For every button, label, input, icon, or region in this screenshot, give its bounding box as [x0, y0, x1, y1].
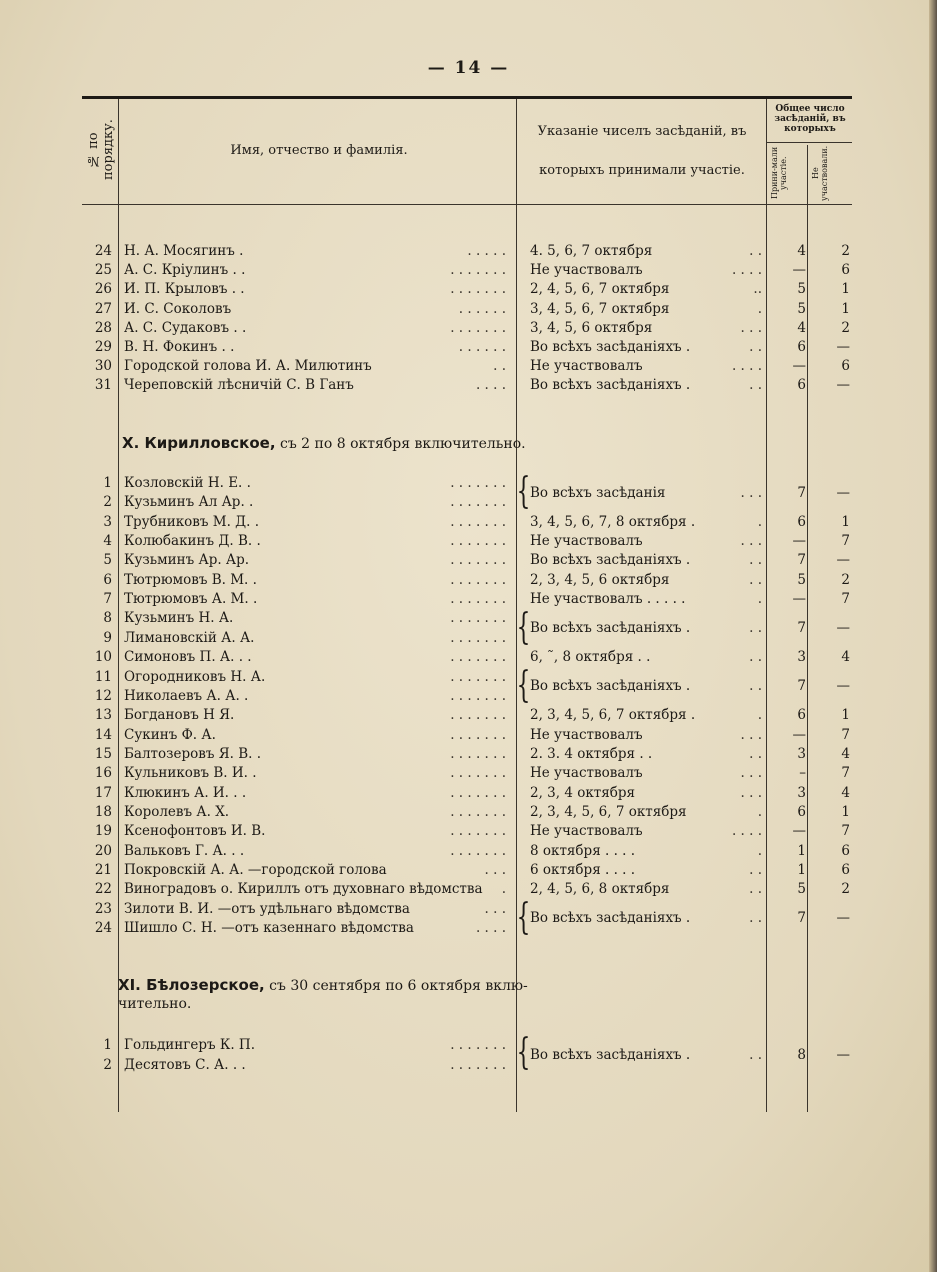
row-took-part: 6 — [797, 513, 806, 530]
row-dates: Во всѣхъ засѣданіяхъ . — [530, 620, 691, 637]
row-number: 4 — [103, 533, 112, 550]
row-dates-leader-dots: . . . — [740, 784, 762, 801]
row-not-took: 6 — [841, 862, 850, 878]
row-name: Городской голова И. А. Милютинъ — [124, 358, 372, 375]
row-dates: Не участвовалъ — [530, 533, 643, 550]
row-dates: 2. 3. 4 октября . . — [530, 745, 653, 762]
row-took-part: 8 — [797, 1046, 806, 1063]
row-not-took: — — [836, 910, 850, 927]
row-took-part: — — [792, 726, 806, 743]
row-dates: Во всѣхъ засѣданіяхъ . — [530, 552, 691, 569]
row-leader-dots: . . . . . . . — [450, 784, 506, 801]
row-not-took: 2 — [841, 881, 850, 898]
row-number: 27 — [94, 300, 112, 317]
row-dates-leader-dots: . . . — [740, 726, 762, 743]
row-not-took: 4 — [841, 784, 850, 801]
row-leader-dots: . . . . . . . — [450, 591, 506, 608]
row-took-part: 4 — [797, 243, 806, 259]
row-name: И. П. Крыловъ . . — [124, 281, 245, 298]
row-dates-leader-dots: . . — [749, 243, 762, 259]
row-dates: Во всѣхъ засѣданіяхъ . — [530, 910, 691, 927]
row-took-part: 3 — [797, 784, 806, 801]
row-took-part: — — [792, 358, 806, 375]
row-dates: Во всѣхъ засѣданія — [530, 484, 666, 501]
section-xi-dates: съ 30 сентября по 6 октября вклю- — [264, 978, 528, 994]
row-leader-dots: . . . . . . . — [450, 649, 506, 666]
row-name: Сукинъ Ф. А. — [124, 726, 216, 743]
row-number: 26 — [94, 281, 112, 298]
row-took-part: – — [799, 765, 806, 782]
row-number: 28 — [94, 319, 112, 336]
row-name: Колюбакинъ Д. В. . — [124, 533, 261, 550]
row-number: 20 — [94, 842, 112, 859]
row-took-part: 1 — [797, 862, 806, 878]
row-leader-dots: . . . . . . . — [450, 1037, 506, 1053]
row-leader-dots: . . . . . . . — [450, 319, 506, 336]
row-not-took: 4 — [841, 745, 850, 762]
header-total: Общее число засѣданій, въ которыхъ — [774, 104, 846, 134]
row-name: Гольдингеръ К. П. — [124, 1037, 255, 1053]
row-not-took: 7 — [841, 726, 850, 743]
row-name: Кузьминъ Ар. Ар. — [124, 552, 250, 569]
row-took-part: 7 — [797, 678, 806, 695]
row-took-part: 4 — [797, 319, 806, 336]
row-took-part: 6 — [797, 377, 806, 394]
row-dates-leader-dots: . — [757, 707, 762, 724]
row-leader-dots: . . . . . — [467, 243, 506, 259]
row-number: 14 — [94, 726, 112, 743]
row-not-took: 4 — [841, 649, 850, 666]
row-took-part: — — [792, 533, 806, 550]
row-dates: Не участвовалъ — [530, 358, 643, 375]
row-dates: 6, ˜, 8 октября . . — [530, 649, 651, 666]
row-dates-leader-dots: . — [757, 842, 762, 859]
row-dates-leader-dots: . . — [749, 571, 762, 588]
row-not-took: 1 — [841, 707, 850, 724]
row-number: 19 — [94, 823, 112, 840]
row-number: 22 — [94, 881, 112, 898]
row-leader-dots: . . . . . . . — [450, 842, 506, 859]
row-dates: 2, 4, 5, 6, 7 октября — [530, 281, 670, 298]
row-dates: 2, 3, 4 октября — [530, 784, 636, 801]
row-leader-dots: . . . — [484, 900, 506, 917]
row-number: 21 — [94, 862, 112, 878]
row-not-took: — — [836, 377, 850, 394]
row-dates-leader-dots: . . . — [740, 484, 762, 501]
row-dates-leader-dots: . . — [749, 862, 762, 878]
page-number: — 14 — — [427, 58, 510, 78]
row-dates-leader-dots: . . — [749, 620, 762, 637]
row-dates: Не участвовалъ — [530, 765, 643, 782]
row-not-took: — — [836, 552, 850, 569]
row-dates: Во всѣхъ засѣданіяхъ . — [530, 678, 691, 695]
row-number: 18 — [94, 803, 112, 820]
row-leader-dots: . . . . . . . — [450, 629, 506, 646]
row-leader-dots: . . . . . . . — [450, 726, 506, 743]
row-dates-leader-dots: . . . — [740, 319, 762, 336]
row-not-took: 7 — [841, 591, 850, 608]
row-number: 16 — [94, 765, 112, 782]
row-leader-dots: . . . . . . . — [450, 687, 506, 704]
row-not-took: — — [836, 484, 850, 501]
row-took-part: 6 — [797, 339, 806, 355]
row-leader-dots: . . . . . . . — [450, 281, 506, 298]
section-x-title: X. Кирилловское, — [122, 434, 276, 452]
header-not-took: Не участвовали. — [811, 145, 829, 201]
row-name: В. Н. Фокинъ . . — [124, 339, 235, 355]
row-took-part: 5 — [797, 281, 806, 298]
row-took-part: 5 — [797, 571, 806, 588]
row-name: Кульниковъ В. И. . — [124, 765, 257, 782]
row-name: Ксенофонтовъ И. В. — [124, 823, 266, 840]
row-leader-dots: . . . . — [475, 377, 506, 394]
row-leader-dots: . . . . — [475, 920, 506, 937]
row-number: 23 — [94, 900, 112, 917]
row-dates-leader-dots: . . . — [740, 533, 762, 550]
row-dates-leader-dots: . — [757, 803, 762, 820]
row-leader-dots: . . . . . . . — [450, 823, 506, 840]
row-leader-dots: . . . . . . . — [450, 1056, 506, 1073]
row-number: 29 — [94, 339, 112, 355]
row-name: Тютрюмовъ А. М. . — [124, 591, 258, 608]
row-name: Трубниковъ М. Д. . — [124, 513, 260, 530]
row-took-part: — — [792, 591, 806, 608]
row-number: 13 — [94, 707, 112, 724]
header-name: Имя, отчество и фамилія. — [230, 143, 408, 158]
row-not-took: 1 — [841, 300, 850, 317]
row-name: И. С. Соколовъ — [124, 300, 232, 317]
row-leader-dots: . . . . . . . — [450, 707, 506, 724]
row-leader-dots: . . . . . . — [458, 300, 506, 317]
brace: { — [516, 471, 531, 512]
row-dates-leader-dots: . . — [749, 881, 762, 898]
row-not-took: 7 — [841, 823, 850, 840]
row-number: 12 — [94, 687, 112, 704]
row-number: 10 — [94, 649, 112, 666]
row-name: Череповскій лѣсничій С. В Ганъ — [124, 377, 354, 394]
row-not-took: 7 — [841, 765, 850, 782]
row-name: Кузьминъ Н. А. — [124, 610, 234, 627]
header-number: № по порядку. — [86, 119, 116, 181]
row-name: Богдановъ Н Я. — [124, 707, 235, 724]
row-not-took: 6 — [841, 262, 850, 279]
row-number: 11 — [94, 668, 112, 685]
row-leader-dots: . . . . . . . — [450, 803, 506, 820]
row-name: Десятовъ С. А. . . — [124, 1056, 246, 1073]
row-name: Шишло С. Н. —отъ казеннаго вѣдомства — [124, 920, 414, 937]
row-dates-leader-dots: . . — [749, 377, 762, 394]
row-name: Покровскій А. А. —городской голова — [124, 862, 387, 878]
row-leader-dots: . . . . . . . — [450, 610, 506, 627]
row-leader-dots: . . — [493, 358, 506, 375]
section-xi-heading — [118, 976, 528, 994]
row-dates-leader-dots: . . . — [740, 765, 762, 782]
row-not-took: 1 — [841, 513, 850, 530]
row-leader-dots: . . . . . . . — [450, 513, 506, 530]
row-not-took: 1 — [841, 281, 850, 298]
row-dates: 6 октября . . . . — [530, 862, 636, 878]
section-xi-title: XI. Бѣлозерское, — [118, 976, 265, 994]
row-leader-dots: . — [501, 881, 506, 898]
row-dates: 2, 3, 4, 5, 6, 7 октября . — [530, 707, 696, 724]
row-leader-dots: . . . . . . . — [450, 533, 506, 550]
row-leader-dots: . . . . . . . — [450, 262, 506, 279]
row-not-took: 6 — [841, 358, 850, 375]
row-not-took: — — [836, 1046, 850, 1063]
column-divider — [807, 145, 808, 1112]
column-divider — [766, 99, 767, 1112]
row-took-part: 7 — [797, 484, 806, 501]
row-took-part: 5 — [797, 881, 806, 898]
row-number: 8 — [103, 610, 112, 627]
row-dates: 4. 5, 6, 7 октября — [530, 243, 653, 259]
row-dates-leader-dots: . . — [749, 745, 762, 762]
row-number: 9 — [103, 629, 112, 646]
row-dates: 2, 3, 4, 5, 6, 7 октября — [530, 803, 687, 820]
row-name: Зилоти В. И. —отъ удѣльнаго вѣдомства — [124, 900, 410, 917]
row-dates: Во всѣхъ засѣданіяхъ . — [530, 377, 691, 394]
row-took-part: — — [792, 262, 806, 279]
row-number: 6 — [103, 571, 112, 588]
row-name: Вальковъ Г. А. . . — [124, 842, 245, 859]
row-number: 15 — [94, 745, 112, 762]
row-name: Н. А. Мосягинъ . — [124, 243, 244, 259]
row-dates-leader-dots: . — [757, 300, 762, 317]
row-took-part: 7 — [797, 552, 806, 569]
row-not-took: — — [836, 678, 850, 695]
row-not-took: 6 — [841, 842, 850, 859]
row-took-part: 5 — [797, 300, 806, 317]
row-took-part: 3 — [797, 745, 806, 762]
row-name: А. С. Судаковъ . . — [124, 319, 247, 336]
row-dates-leader-dots: . . — [749, 678, 762, 695]
row-leader-dots: . . . . . . . — [450, 765, 506, 782]
row-name: А. С. Кріулинъ . . — [124, 262, 246, 279]
row-name: Клюкинъ А. И. . . — [124, 784, 247, 801]
section-xi-heading-line2: чительно. — [118, 996, 192, 1012]
row-dates: Не участвовалъ — [530, 262, 643, 279]
row-dates-leader-dots: . . — [749, 910, 762, 927]
row-number: 1 — [103, 475, 112, 491]
row-name: Николаевъ А. А. . — [124, 687, 249, 704]
brace: { — [516, 897, 531, 938]
column-divider — [516, 99, 517, 1112]
row-dates: 3, 4, 5, 6, 7 октября — [530, 300, 670, 317]
row-number: 2 — [103, 1056, 112, 1073]
row-leader-dots: . . . — [484, 862, 506, 878]
row-dates-leader-dots: . — [757, 591, 762, 608]
row-leader-dots: . . . . . . — [458, 339, 506, 355]
row-not-took: 2 — [841, 571, 850, 588]
row-name: Тютрюмовъ В. М. . — [124, 571, 257, 588]
row-dates-leader-dots: . . . . — [731, 823, 762, 840]
row-number: 7 — [103, 591, 112, 608]
row-took-part: 3 — [797, 649, 806, 666]
row-name: Симоновъ П. А. . . — [124, 649, 252, 666]
row-took-part: 6 — [797, 803, 806, 820]
brace: { — [516, 607, 531, 648]
row-leader-dots: . . . . . . . — [450, 571, 506, 588]
page-edge-shadow — [929, 0, 937, 1272]
row-name: Королевъ А. Х. — [124, 803, 230, 820]
row-number: 24 — [94, 243, 112, 259]
row-dates: Во всѣхъ засѣданіяхъ . — [530, 339, 691, 355]
row-name: Лимановскій А. А. — [124, 629, 255, 646]
section-x-heading — [122, 434, 526, 452]
brace: { — [516, 1032, 531, 1073]
row-dates-leader-dots: . . — [749, 649, 762, 666]
brace: { — [516, 665, 531, 706]
row-number: 24 — [94, 920, 112, 937]
header-dates-line2: которыхъ принимали участіе. — [539, 163, 745, 178]
row-number: 31 — [94, 377, 112, 394]
row-dates-leader-dots: . . . . — [731, 358, 762, 375]
header-dates-line1: Указаніе чиселъ засѣданій, въ — [537, 124, 747, 139]
row-number: 25 — [94, 262, 112, 279]
row-name: Кузьминъ Ал Ар. . — [124, 494, 254, 511]
row-took-part: — — [792, 823, 806, 840]
row-number: 2 — [103, 494, 112, 511]
row-number: 3 — [103, 513, 112, 530]
row-dates-leader-dots: .. — [753, 281, 762, 298]
row-took-part: 7 — [797, 910, 806, 927]
row-not-took: 1 — [841, 803, 850, 820]
section-x-dates: съ 2 по 8 октября включительно. — [275, 436, 526, 452]
column-divider — [118, 99, 119, 1112]
row-dates: Во всѣхъ засѣданіяхъ . — [530, 1046, 691, 1063]
row-name: Виноградовъ о. Кириллъ отъ духовнаго вѣдомства — [124, 881, 483, 898]
row-dates: 3, 4, 5, 6 октября — [530, 319, 653, 336]
header-divider — [82, 204, 852, 205]
row-dates: 2, 3, 4, 5, 6 октября — [530, 571, 670, 588]
row-leader-dots: . . . . . . . — [450, 668, 506, 685]
row-dates-leader-dots: . . . . — [731, 262, 762, 279]
subheader-divider — [766, 142, 852, 143]
row-not-took: — — [836, 339, 850, 355]
row-name: Огородниковъ Н. А. — [124, 668, 266, 685]
row-dates-leader-dots: . . — [749, 552, 762, 569]
row-not-took: 2 — [841, 243, 850, 259]
row-name: Балтозеровъ Я. В. . — [124, 745, 262, 762]
row-took-part: 7 — [797, 620, 806, 637]
row-dates-leader-dots: . — [757, 513, 762, 530]
row-number: 5 — [103, 552, 112, 569]
row-leader-dots: . . . . . . . — [450, 552, 506, 569]
row-took-part: 1 — [797, 842, 806, 859]
row-took-part: 6 — [797, 707, 806, 724]
row-name: Козловскій Н. Е. . — [124, 475, 251, 491]
row-leader-dots: . . . . . . . — [450, 745, 506, 762]
row-dates: Не участвовалъ . . . . . — [530, 591, 686, 608]
row-number: 17 — [94, 784, 112, 801]
row-number: 1 — [103, 1037, 112, 1053]
row-dates: Не участвовалъ — [530, 726, 643, 743]
row-dates: 2, 4, 5, 6, 8 октября — [530, 881, 670, 898]
row-leader-dots: . . . . . . . — [450, 475, 506, 491]
row-not-took: — — [836, 620, 850, 637]
row-not-took: 7 — [841, 533, 850, 550]
row-dates: Не участвовалъ — [530, 823, 643, 840]
row-dates: 8 октября . . . . — [530, 842, 636, 859]
header-took-part: Прини-мали участіе. — [770, 146, 788, 200]
row-not-took: 2 — [841, 319, 850, 336]
row-leader-dots: . . . . . . . — [450, 494, 506, 511]
row-number: 30 — [94, 358, 112, 375]
row-dates: 3, 4, 5, 6, 7, 8 октября . — [530, 513, 696, 530]
row-dates-leader-dots: . . — [749, 1046, 762, 1063]
row-dates-leader-dots: . . — [749, 339, 762, 355]
